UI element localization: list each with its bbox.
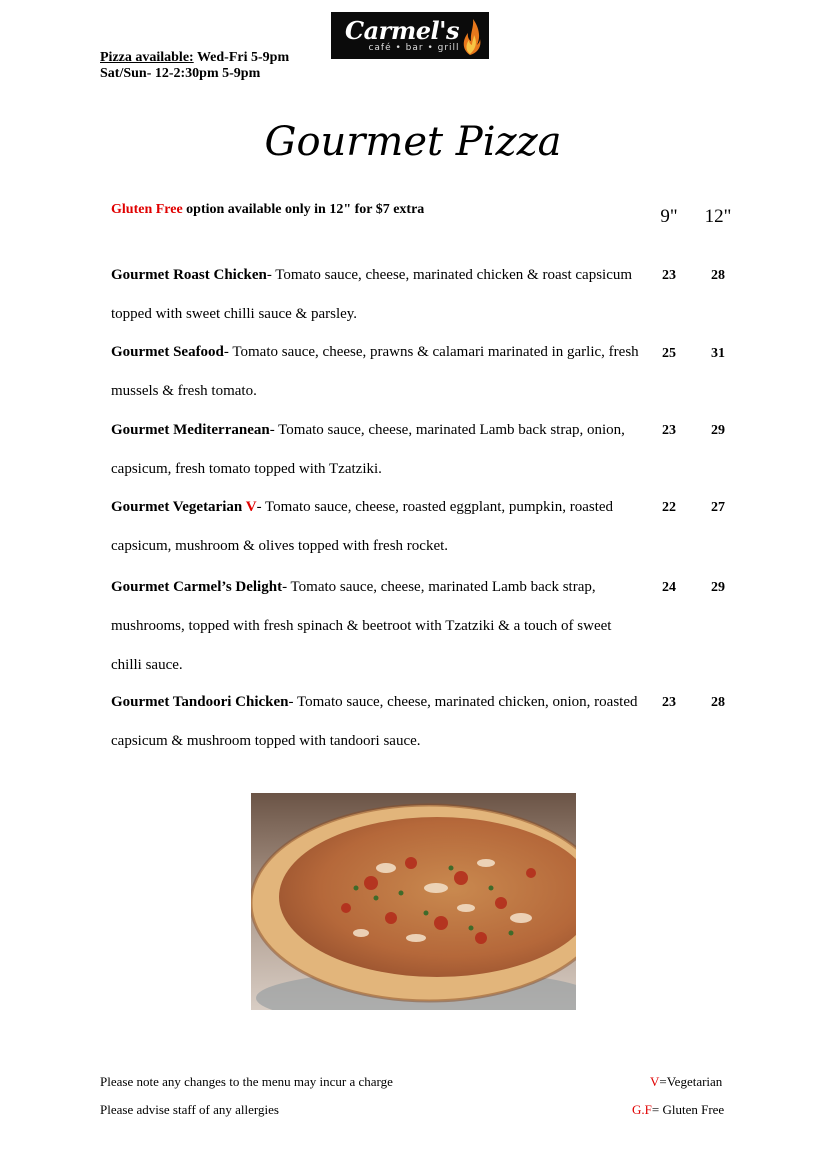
price-12: 29 — [711, 423, 725, 438]
logo-tagline: café • bar • grill — [368, 42, 460, 53]
item-description: - Tomato sauce, cheese, prawns & calamari marinated in garlic, fresh mussels & fresh tomato. — [111, 344, 639, 399]
menu-item — [111, 683, 641, 761]
item-name: Gourmet Vegetarian — [111, 499, 246, 515]
price-12: 28 — [711, 268, 725, 283]
logo-name: Carmel's — [345, 15, 459, 45]
v-key: V — [650, 1074, 660, 1089]
price-9: 23 — [662, 423, 676, 438]
v-key-text: =Vegetarian — [659, 1074, 723, 1089]
allergy-note: Please advise staff of any allergies — [100, 1102, 279, 1117]
menu-item — [111, 333, 641, 411]
item-name: Gourmet Mediterranean — [111, 422, 270, 438]
hours-weekday: Wed-Fri 5-9pm — [193, 50, 290, 65]
gf-key-text: = Gluten Free — [651, 1102, 725, 1117]
item-name: Gourmet Seafood — [111, 344, 224, 360]
menu-changes-note: Please note any changes to the menu may incur a charge — [100, 1074, 393, 1089]
gluten-free-note — [111, 201, 424, 219]
price-12: 31 — [711, 346, 725, 361]
item-name: Gourmet Tandoori Chicken — [111, 694, 289, 710]
pizza-photo — [251, 793, 576, 1010]
item-name: Gourmet Carmel’s Delight — [111, 579, 283, 595]
menu-item — [111, 411, 641, 489]
menu-item — [111, 568, 641, 685]
item-description: - Tomato sauce, cheese, marinated chicken, onion, roasted capsicum & mushroom topped with tandoori sauce. — [111, 694, 638, 749]
price-9: 25 — [662, 346, 676, 361]
price-12: 29 — [711, 580, 725, 595]
menu-item — [111, 488, 641, 566]
size-header-12: 12" — [704, 206, 732, 227]
gf-key: G.F — [632, 1102, 652, 1117]
flame-icon — [459, 19, 481, 55]
gluten-free-key — [632, 1102, 724, 1118]
item-description: - Tomato sauce, cheese, roasted eggplant, pumpkin, roasted capsicum, mushroom & olives topped with fresh rocket. — [111, 499, 614, 554]
vegetarian-key — [650, 1074, 722, 1090]
item-name: Gourmet Roast Chicken — [111, 267, 267, 283]
hours-weekend: Sat/Sun- 12-2:30pm 5-9pm — [100, 66, 261, 81]
gluten-free-rest: option available only in 12" for $7 extra — [182, 202, 425, 217]
price-9: 24 — [662, 580, 676, 595]
price-9: 23 — [662, 268, 676, 283]
gluten-free-highlight: Gluten Free — [111, 202, 183, 217]
carmels-logo — [331, 12, 489, 59]
hours-label: Pizza available: — [100, 50, 194, 65]
item-description: - Tomato sauce, cheese, marinated Lamb back strap, onion, capsicum, fresh tomato topped with Tzatziki. — [111, 422, 625, 477]
price-9: 23 — [662, 695, 676, 710]
menu-item — [111, 256, 641, 334]
veg-mark: V — [245, 499, 257, 515]
price-12: 27 — [711, 500, 725, 515]
page-title: Gourmet Pizza — [264, 119, 562, 165]
pizza-hours — [100, 50, 289, 82]
size-header-9: 9" — [660, 206, 678, 227]
item-description: - Tomato sauce, cheese, marinated chicken & roast capsicum topped with sweet chilli sauce & parsley. — [111, 267, 633, 322]
price-9: 22 — [662, 500, 676, 515]
price-12: 28 — [711, 695, 725, 710]
item-description: - Tomato sauce, cheese, marinated Lamb back strap, mushrooms, topped with fresh spinach & beetroot with Tzatziki & a touch of sweet chilli sauce. — [111, 579, 612, 673]
